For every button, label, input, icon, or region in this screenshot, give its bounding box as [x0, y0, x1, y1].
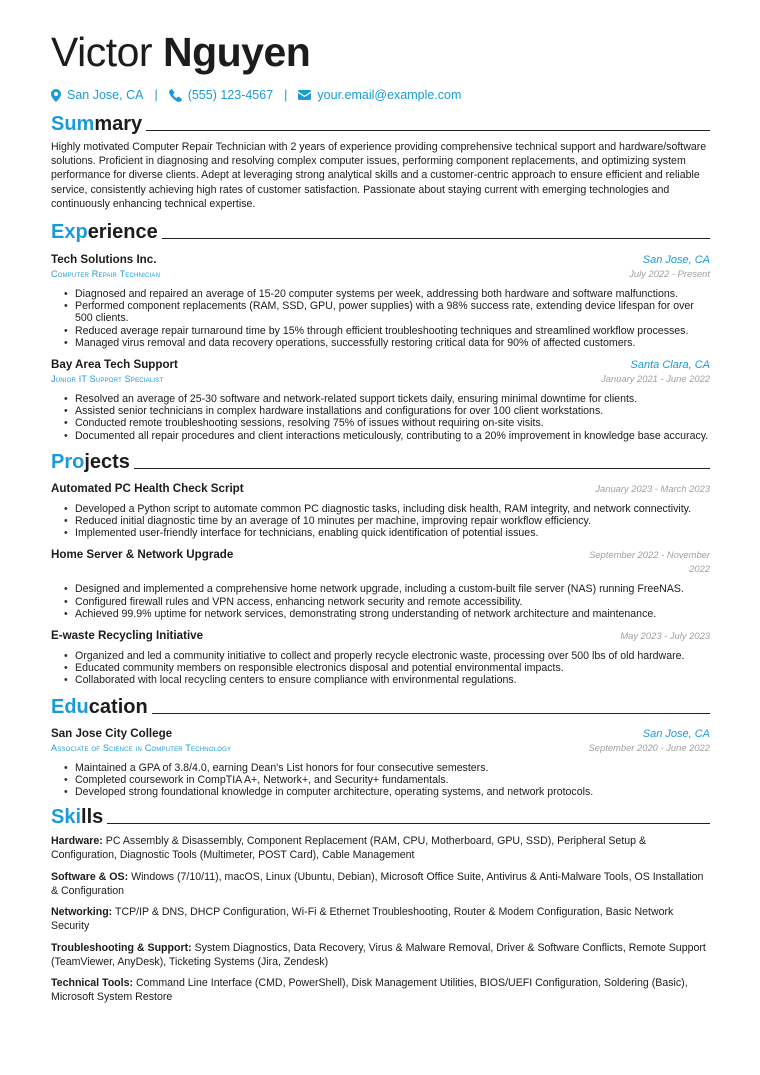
section-rule	[107, 823, 710, 824]
skill-row-tools	[51, 976, 710, 1004]
list-item: • Collaborated with local recycling centers to ensure compliance with environmental regulations.	[64, 674, 710, 686]
school-name: San Jose City College	[51, 726, 173, 740]
section-title: Projects	[51, 450, 130, 473]
list-item: • Assisted senior technicians in complex hardware installations and configurations for over 100 client workstations.	[64, 405, 710, 417]
project-name: Automated PC Health Check Script	[51, 481, 244, 495]
list-item: • Conducted remote troubleshooting sessions, resolving 75% of issues without requiring on-site visits.	[64, 417, 710, 429]
contact-separator: |	[284, 88, 288, 102]
skill-text: TCP/IP & DNS, DHCP Configuration, Wi-Fi & Ethernet Troubleshooting, Router & Modem Configuration, Basic Network Security	[51, 906, 674, 933]
list-item: • Developed a Python script to automate common PC diagnostic tasks, including disk health, RAM integrity, and network connectivity.	[64, 503, 710, 515]
job-location: San Jose, CA	[642, 254, 710, 267]
skill-label: Networking:	[51, 906, 113, 919]
project-dates: January 2023 - March 2023	[595, 482, 710, 494]
list-item: • Configured firewall rules and VPN access, enhancing network security and remote accessibility.	[64, 596, 710, 608]
contact-line	[51, 87, 710, 103]
summary-text: Highly motivated Computer Repair Technician with 2 years of experience providing comprehensive technical support and hardware/software solutions. Proficient in diagnosing and resolving complex computer issues, performing component replacements, and optimizing system performance for diverse clients. Adept at leveraging strong analytical skills and a customer-centric approach to ensure efficient and reliable service, consistently achieving high rates of customer satisfaction. Passionate about staying current with emerging technologies and continuously enhancing technical expertise.	[51, 141, 707, 210]
project-dates: May 2023 - July 2023	[620, 630, 710, 642]
project-entry	[51, 629, 710, 687]
experience-entry	[51, 253, 710, 349]
projects-heading	[51, 451, 710, 473]
skill-row-hardware	[51, 834, 710, 862]
skill-row-software	[51, 870, 710, 898]
list-item: • Reduced average repair turnaround time by 15% through efficient troubleshooting techniques and streamlined workflow processes.	[64, 325, 710, 337]
section-rule	[152, 713, 710, 714]
job-location: Santa Clara, CA	[630, 359, 710, 372]
section-rule	[134, 468, 710, 469]
company-name: Bay Area Tech Support	[51, 358, 178, 372]
skill-text: System Diagnostics, Data Recovery, Virus & Malware Removal, Driver & Software Conflicts, Remote Support (TeamViewer, AnyDesk), Ticketing Systems (Jira, Zendesk)	[51, 941, 706, 968]
list-item: • Completed coursework in CompTIA A+, Network+, and Security+ fundamentals.	[64, 774, 710, 786]
contact-separator: |	[154, 88, 158, 102]
project-entry	[51, 548, 710, 620]
summary-heading	[51, 113, 710, 135]
location-text: San Jose, CA	[67, 88, 144, 102]
project-bullets	[51, 583, 710, 620]
candidate-name	[51, 30, 710, 74]
skill-row-networking	[51, 905, 710, 933]
skills-heading	[51, 806, 710, 828]
experience-heading	[51, 221, 710, 243]
job-dates: January 2021 - June 2022	[601, 373, 710, 385]
project-dates: September 2022 - November 2022	[589, 549, 710, 575]
list-item: • Educated community members on responsible electronics disposal and potential environmental impacts.	[64, 662, 710, 674]
project-bullets	[51, 650, 710, 687]
education-dates: September 2020 - June 2022	[588, 741, 710, 753]
email-link[interactable]: your.email@example.com	[317, 88, 462, 102]
job-title: Junior IT Support Specialist	[51, 374, 164, 385]
first-name: Victor	[51, 29, 153, 75]
company-name: Tech Solutions Inc.	[51, 253, 157, 267]
phone-text[interactable]: (555) 123-4567	[187, 88, 274, 102]
last-name: Nguyen	[162, 29, 311, 75]
skill-label: Hardware:	[51, 835, 103, 848]
education-bullets	[51, 762, 710, 799]
list-item: • Resolved an average of 25-30 software and network-related support tickets daily, ensuring minimal downtime for clients.	[64, 393, 710, 405]
list-item: • Documented all repair procedures and client interactions meticulously, contributing to a 20% improvement in knowledge base accuracy.	[64, 430, 710, 442]
education-heading	[51, 696, 710, 718]
skill-text: Command Line Interface (CMD, PowerShell), Disk Management Utilities, BIOS/UEFI Configuration, Soldering (Basic), Microsoft System Restore	[51, 976, 688, 1004]
project-bullets	[51, 503, 710, 540]
list-item: • Organized and led a community initiative to collect and properly recycle electronic waste, processing over 500 lbs of old hardware.	[64, 650, 710, 662]
experience-entry	[51, 358, 710, 442]
map-marker-icon	[51, 89, 61, 102]
education-entry	[51, 727, 710, 799]
list-item: • Reduced initial diagnostic time by an average of 10 minutes per machine, improving repair workflow efficiency.	[64, 515, 710, 527]
list-item: • Maintained a GPA of 3.8/4.0, earning Dean's List honors for four consecutive semesters.	[64, 762, 710, 774]
list-item: • Designed and implemented a comprehensive home network upgrade, including a custom-built file server (NAS) running FreeNAS.	[64, 583, 710, 595]
job-bullets	[51, 288, 710, 349]
project-entry	[51, 482, 710, 540]
job-bullets	[51, 393, 710, 442]
job-title: Computer Repair Technician	[51, 269, 161, 280]
list-item: • Managed virus removal and data recovery operations, successfully restoring critical data for 90% of affected customers.	[64, 337, 710, 349]
list-item: • Developed strong foundational knowledge in computer architecture, operating systems, and network protocols.	[64, 786, 710, 798]
section-title: Experience	[51, 221, 158, 244]
list-item: • Achieved 99.9% uptime for network services, demonstrating strong understanding of network architecture and maintenance.	[64, 608, 710, 620]
envelope-icon	[298, 90, 311, 100]
list-item: • Diagnosed and repaired an average of 15-20 computer systems per week, addressing both hardware and software malfunctions.	[64, 288, 710, 300]
skill-text: PC Assembly & Disassembly, Component Replacement (RAM, CPU, Motherboard, GPU, SSD), Peripheral Setup & Configuration, Diagnostic Tools (Multimeter, POST Card), Cable Management	[51, 835, 647, 862]
section-rule	[146, 130, 710, 131]
list-item: • Implemented user-friendly interface for technicians, enabling quick identification of potential issues.	[64, 527, 710, 539]
project-name: Home Server & Network Upgrade	[51, 548, 234, 562]
degree-name: Associate of Science in Computer Technology	[51, 742, 232, 753]
skill-row-troubleshooting	[51, 941, 710, 969]
skill-text: Windows (7/10/11), macOS, Linux (Ubuntu, Debian), Microsoft Office Suite, Antivirus & Anti-Malware Tools, OS Installation & Configuration	[51, 870, 704, 897]
phone-icon	[169, 89, 182, 102]
section-title: Skills	[51, 806, 104, 829]
section-title: Summary	[51, 113, 143, 135]
project-name: E-waste Recycling Initiative	[51, 629, 204, 643]
list-item: • Performed component replacements (RAM, SSD, GPU, power supplies) with a 98% success rate, extending device lifespan for over 500 clients.	[64, 300, 710, 324]
section-rule	[162, 238, 710, 239]
skill-label: Technical Tools:	[51, 976, 134, 989]
section-title: Education	[51, 695, 148, 718]
skill-label: Troubleshooting & Support:	[51, 941, 192, 954]
school-location: San Jose, CA	[642, 727, 710, 740]
job-dates: July 2022 - Present	[629, 268, 710, 280]
skill-label: Software & OS:	[51, 870, 129, 883]
